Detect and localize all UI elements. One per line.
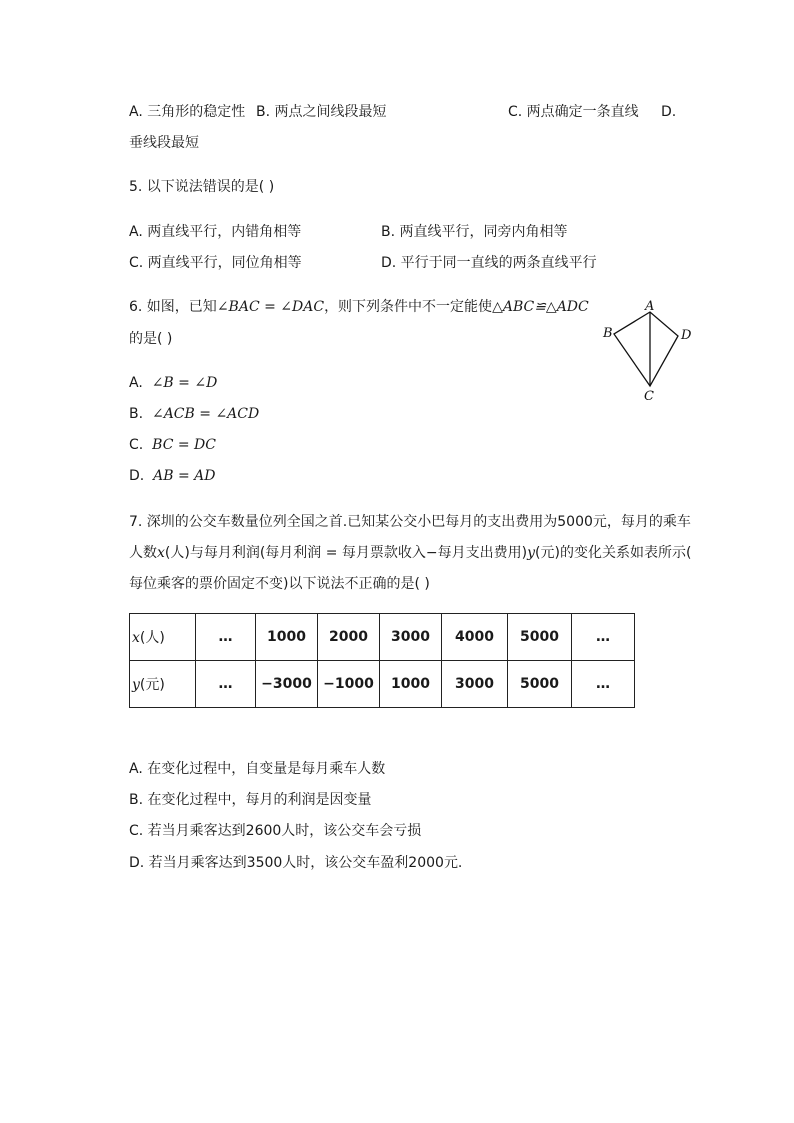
- q6-option-d-label: D.: [129, 468, 145, 484]
- table-var-x: x: [132, 630, 140, 646]
- table-cell: 1000: [380, 661, 442, 708]
- table-var-y: y: [132, 677, 140, 693]
- q7-stem-line2: [129, 544, 691, 562]
- q6-option-d-math: AB = AD: [153, 468, 216, 484]
- vertex-label-b: B: [603, 326, 613, 341]
- q6-option-d: [129, 467, 216, 485]
- q5-stem: 5. 以下说法错误的是( ): [129, 179, 275, 195]
- q7-option-d: D. 若当月乘客达到3500人时，该公交车盈利2000元.: [129, 855, 463, 871]
- q6-option-a: [129, 374, 217, 392]
- vertex-label-d: D: [681, 328, 692, 343]
- q4-option-c: C. 两点确定一条直线: [508, 104, 639, 120]
- q4-option-d-text: 垂线段最短: [129, 135, 199, 151]
- q7-line2-text-a: 人数: [129, 545, 157, 561]
- q7-option-a: A. 在变化过程中，自变量是每月乘车人数: [129, 761, 386, 777]
- table-cell: −1000: [318, 661, 380, 708]
- q6-triangle-figure: [596, 296, 696, 406]
- q6-stem-line2: 的是( ): [129, 331, 173, 347]
- q5-option-b: B. 两直线平行，同旁内角相等: [381, 224, 568, 240]
- table-cell: 3000: [380, 614, 442, 661]
- q6-stem-math-angles: ∠BAC = ∠DAC: [216, 299, 325, 315]
- q6-stem-prefix: 6. 如图，已知: [129, 299, 217, 315]
- q6-option-c: [129, 436, 216, 454]
- q7-line2-text-b: (人)与每月利润(每月利润 = 每月票款收入−每月支出费用): [164, 545, 528, 561]
- q7-data-table: [129, 613, 635, 708]
- table-unit-y: (元): [139, 677, 165, 693]
- vertex-label-c: C: [644, 389, 654, 404]
- q6-option-b-label: B.: [129, 406, 144, 422]
- vertex-label-a: A: [645, 299, 655, 314]
- q6-option-c-label: C.: [129, 437, 144, 453]
- table-header-x: [130, 614, 196, 661]
- q5-option-a: A. 两直线平行，内错角相等: [129, 224, 302, 240]
- table-cell: 3000: [442, 661, 508, 708]
- table-row-x: [130, 614, 635, 661]
- table-cell: 4000: [442, 614, 508, 661]
- q6-option-a-label: A.: [129, 375, 143, 391]
- q6-option-b: [129, 405, 259, 423]
- table-cell: 5000: [508, 614, 572, 661]
- q7-stem-line1: 7. 深圳的公交车数量位列全国之首.已知某公交小巴每月的支出费用为5000元，每月的乘车: [129, 514, 691, 530]
- q6-option-a-math: ∠B = ∠D: [151, 375, 218, 391]
- q7-line2-var-y: y: [527, 545, 536, 561]
- table-row-y: [130, 661, 635, 708]
- q6-option-b-math: ∠ACB = ∠ACD: [151, 406, 260, 422]
- q6-stem-math-congruence: △ABC≌△ADC: [492, 299, 589, 315]
- q4-option-d-label: D.: [661, 104, 677, 120]
- table-cell: 2000: [318, 614, 380, 661]
- table-cell: −3000: [256, 661, 318, 708]
- table-cell: 5000: [508, 661, 572, 708]
- q4-option-b: B. 两点之间线段最短: [256, 104, 387, 120]
- q7-option-c: C. 若当月乘客达到2600人时，该公交车会亏损: [129, 823, 422, 839]
- q4-option-a: A. 三角形的稳定性: [129, 104, 246, 120]
- table-unit-x: (人): [139, 630, 165, 646]
- table-cell: 1000: [256, 614, 318, 661]
- q7-line2-var-x: x: [157, 545, 165, 561]
- table-cell: …: [196, 661, 256, 708]
- table-cell: …: [572, 661, 635, 708]
- q7-line2-text-c: (元)的变化关系如表所示(: [535, 545, 692, 561]
- q5-option-c: C. 两直线平行，同位角相等: [129, 255, 302, 271]
- q6-option-c-math: BC = DC: [152, 437, 216, 453]
- q7-option-b: B. 在变化过程中，每月的利润是因变量: [129, 792, 372, 808]
- q7-stem-line3: 每位乘客的票价固定不变)以下说法不正确的是( ): [129, 576, 430, 592]
- table-header-y: [130, 661, 196, 708]
- table-cell: …: [196, 614, 256, 661]
- table-cell: …: [572, 614, 635, 661]
- q6-stem-line1: [129, 298, 589, 316]
- q6-stem-mid: ，则下列条件中不一定能使: [324, 299, 493, 315]
- quadrilateral-outline: [614, 312, 678, 386]
- q5-option-d: D. 平行于同一直线的两条直线平行: [381, 255, 597, 271]
